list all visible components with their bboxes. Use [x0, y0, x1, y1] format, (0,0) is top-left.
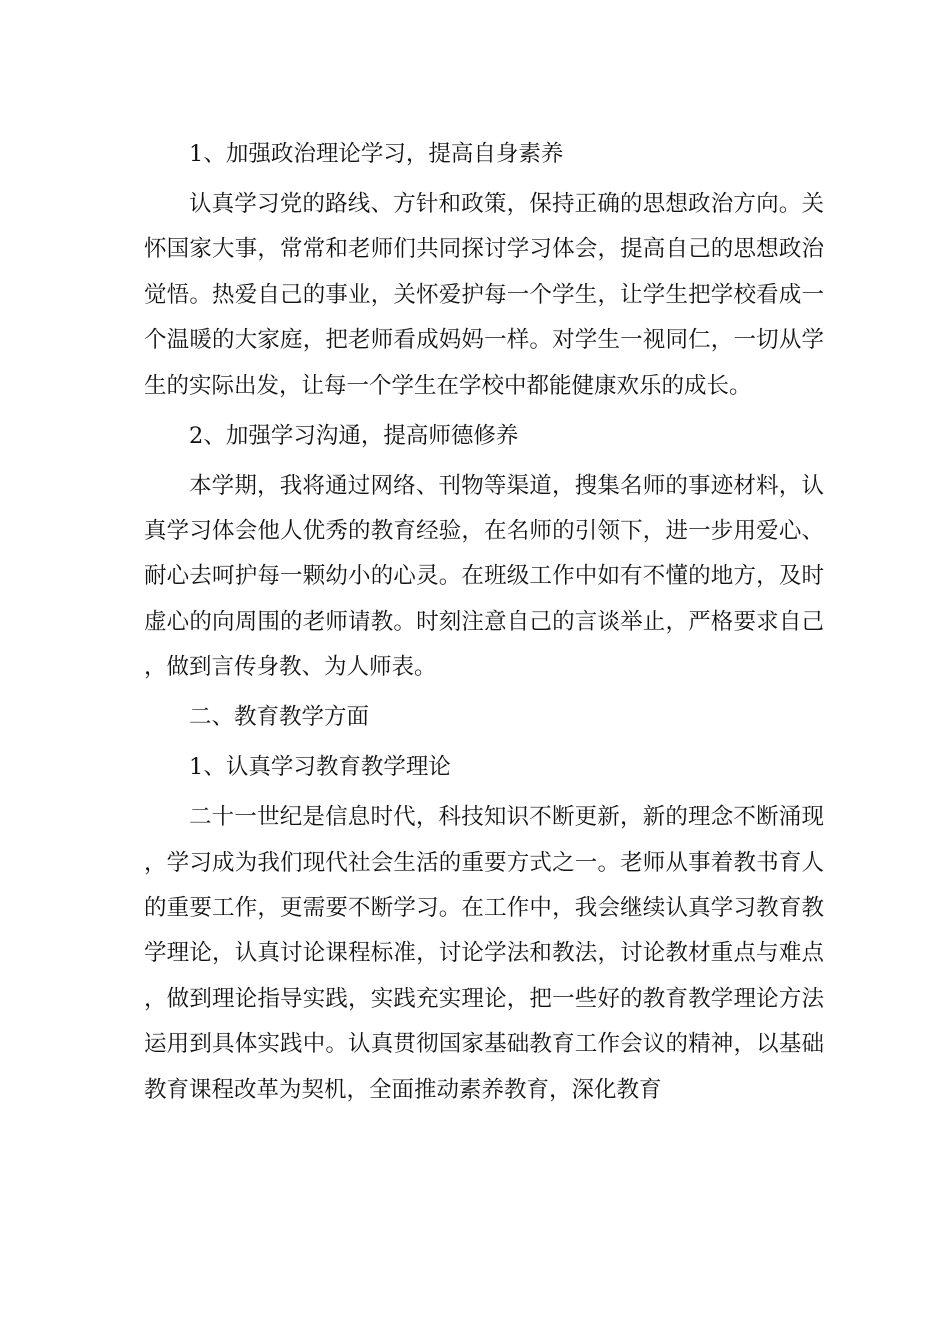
paragraph-political-study: 认真学习党的路线、方针和政策，保持正确的思想政治方向。关怀国家大事，常常和老师们共同探讨学习体会，提高自己的思想政治觉悟。热爱自己的事业，关怀爱护每一个学生，让学生把学校看成一个温暖的大家庭，把老师看成妈妈一样。对学生一视同仁，一切从学生的实际出发，让每一个学生在学校中都能健康欢乐的成长。 — [144, 191, 824, 399]
section-heading-ethics: 2、加强学习沟通，提高师德修养 — [189, 422, 519, 449]
section-heading-political-study: 1、加强政治理论学习，提高自身素养 — [189, 141, 564, 167]
document-body — [144, 132, 824, 1113]
section-heading-teaching-theory: 1、认真学习教育教学理论 — [189, 754, 451, 781]
section-heading-teaching: 二、教育教学方面 — [189, 704, 370, 731]
paragraph-teaching-theory: 二十一世纪是信息时代，科技知识不断更新，新的理念不断涌现，学习成为我们现代社会生活的重要方式之一。老师从事着教书育人的重要工作，更需要不断学习。在工作中，我会继续认真学习教育教学理论，认真讨论课程标准，讨论学法和教法，讨论教材重点与难点，做到理论指导实践，实践充实理论，把一些好的教育教学理论方法运用到具体实践中。认真贯彻国家基础教育工作会议的精神，以基础教育课程改革为契机，全面推动素养教育，深化教育 — [144, 804, 824, 1103]
paragraph-ethics: 本学期，我将通过网络、刊物等渠道，搜集名师的事迹材料，认真学习体会他人优秀的教育经验，在名师的引领下，进一步用爱心、耐心去呵护每一颗幼小的心灵。在班级工作中如有不懂的地方，及时虚心的向周围的老师请教。时刻注意自己的言谈举止，严格要求自己，做到言传身教、为人师表。 — [144, 472, 824, 681]
